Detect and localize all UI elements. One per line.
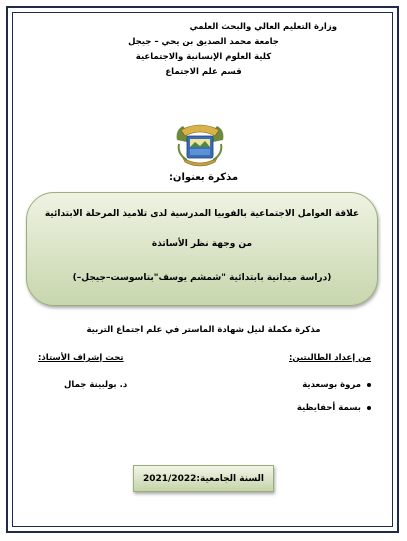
supervisor-name: د. بولبينة جمال xyxy=(64,380,128,390)
memo-label: مذكرة بعنوان: xyxy=(168,172,239,183)
academic-year: السنة الجامعية:2021/2022 xyxy=(143,474,264,484)
department-name: قسم علم الاجتماع xyxy=(165,67,242,77)
supervisor-heading: تحت إشراف الأستاذ: xyxy=(38,353,124,363)
student-name: بسمة أحفايظية xyxy=(296,403,361,413)
ministry-name: وزارة التعليم العالي والبحث العلمي xyxy=(189,22,337,32)
thesis-title-line-3: (دراسة ميدانية بابتدائية "شمشم يوسف"بتاسوست–جيجل–) xyxy=(72,273,332,283)
student-name: مروة بوسعدية xyxy=(302,380,361,390)
thesis-title-box xyxy=(26,192,378,306)
students-heading: من إعداد الطالبتين: xyxy=(289,353,371,363)
faculty-name: كلية العلوم الإنسانية والاجتماعية xyxy=(135,52,272,62)
degree-statement: مذكرة مكملة لنيل شهادة الماستر في علم اجتماع التربية xyxy=(86,325,321,335)
thesis-title-line-1: علاقة العوامل الاجتماعية بالفوبيا المدرسية لدى تلاميذ المرحلة الابتدائية xyxy=(44,209,360,219)
academic-year-box xyxy=(133,465,274,492)
university-emblem-icon xyxy=(173,122,227,168)
student-item xyxy=(302,380,371,390)
student-item xyxy=(297,403,371,413)
thesis-title-line-2: من وجهة نظر الأساتذة xyxy=(151,239,253,249)
bullet-icon xyxy=(367,406,371,410)
institution-header xyxy=(0,20,407,80)
university-name: جامعة محمد الصديق بن يحي – جيجل xyxy=(128,37,279,47)
bullet-icon xyxy=(367,383,371,387)
